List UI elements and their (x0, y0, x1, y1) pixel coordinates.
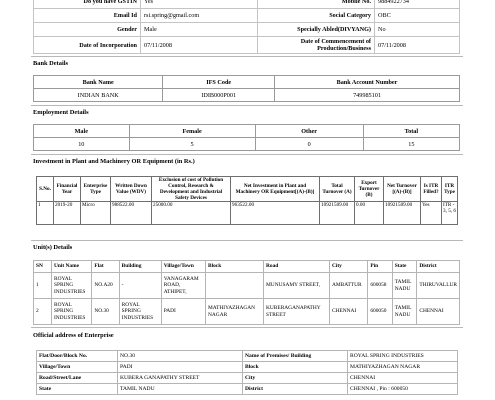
state-value: TAMIL NADU (118, 384, 243, 395)
info-row (34, 23, 460, 37)
gender-label: Gender (34, 23, 141, 37)
column-header: Flat (92, 261, 119, 273)
column-header: District (417, 261, 460, 273)
bank-name: INDIAN BANK (34, 89, 163, 102)
commencement-date-label: Date of Commencement of Production/Business (258, 37, 375, 54)
table-row (37, 362, 458, 373)
table-cell: ROYAL SPRING INDUSTRIES (51, 273, 91, 299)
table-cell: AMBATTUR (329, 273, 367, 299)
column-header: Financial Year (54, 177, 81, 202)
column-header: State (392, 261, 417, 273)
table-cell: NO.30 (92, 299, 119, 325)
flat-value: NO.30 (118, 351, 243, 362)
employment-details-heading: Employment Details (33, 109, 89, 116)
premises-label: Name of Premises/ Building (243, 351, 348, 362)
divyang-value: No (375, 23, 460, 37)
table-cell: NO.A20 (92, 273, 119, 299)
divyang-label: Specially Abled(DIVYANG) (258, 23, 375, 37)
column-header: Other (255, 125, 363, 138)
social-category-value: OBC (375, 9, 460, 23)
column-header: Village/Town (161, 261, 205, 273)
column-header: City (329, 261, 367, 273)
column-header: Male (34, 125, 130, 138)
divider (31, 56, 463, 57)
official-address-heading: Official address of Enterprise (33, 332, 114, 339)
block-value: MATHIYAZHAGAN NAGAR (348, 362, 458, 373)
table-row (34, 273, 460, 299)
table-row (37, 373, 458, 384)
column-header: Bank Account Number (275, 76, 460, 89)
employment-details-table (33, 124, 460, 151)
road-value: KUBERA GANAPATHY STREET (118, 373, 243, 384)
official-address-table (36, 350, 458, 395)
bank-details-heading: Bank Details (33, 60, 68, 67)
unit-details-heading: Unit(s) Details (33, 244, 73, 251)
divider (31, 105, 463, 106)
table-row (34, 89, 460, 102)
divider (31, 240, 463, 241)
table-cell: - (119, 273, 161, 299)
gstin-label: Do you have GSTIN (34, 0, 141, 9)
info-row (34, 0, 460, 9)
city-label: City (243, 373, 348, 384)
column-header: Written Down Value (WDV) (111, 177, 152, 202)
district-value: CHENNAI , Pin : 600050 (348, 384, 458, 395)
column-header: Female (129, 125, 255, 138)
table-cell: CHENNAI (417, 299, 460, 325)
village-label: Village/Town (37, 362, 118, 373)
table-cell: TAMIL NADU (392, 273, 417, 299)
table-cell: 2019-20 (54, 202, 81, 225)
table-cell: VANAGARAM ROAD, ATHIPET, (161, 273, 205, 299)
column-header: ITR Type (442, 177, 458, 202)
column-header: Pin (368, 261, 392, 273)
column-header: Bank Name (34, 76, 163, 89)
column-header: Net Investment in Plant and Machinery OR Equipment[(A)-(B)] (231, 177, 320, 202)
column-header: IFS Code (163, 76, 275, 89)
gstin-value: Yes (141, 0, 258, 9)
table-cell: ROYAL SPRING INDUSTRIES (119, 299, 161, 325)
column-header: Unit Name (51, 261, 91, 273)
road-label: Road/Street/Lane (37, 373, 118, 384)
table-row (37, 351, 458, 362)
enterprise-info-table (33, 0, 460, 54)
mobile-value: 9884922734 (375, 0, 460, 9)
column-header: SN (34, 261, 52, 273)
incorporation-date-value: 07/11/2008 (141, 37, 258, 54)
column-header: Enterprise Type (81, 177, 111, 202)
table-cell: CHENNAI (329, 299, 367, 325)
column-header: Block (206, 261, 264, 273)
table-cell: 963522.00 (231, 202, 320, 225)
table-cell: TAMIL NADU (392, 299, 417, 325)
table-cell: 600050 (368, 299, 392, 325)
social-category-label: Social Category (258, 9, 375, 23)
investment-table (36, 176, 458, 225)
table-cell: 1 (37, 202, 54, 225)
male-count: 10 (34, 138, 130, 151)
incorporation-date-label: Date of Incorporation (34, 37, 141, 54)
flat-label: Flat/Door/Block No. (37, 351, 118, 362)
email-label: Email Id (34, 9, 141, 23)
table-cell: ROYAL SPRING INDUSTRIES (51, 299, 91, 325)
bank-details-table (33, 75, 460, 102)
email-value: rsi.spring@gmail.com (141, 9, 258, 23)
column-header: S.No. (37, 177, 54, 202)
column-header: Exclusion of cost of Pollution Control, Research & Development and Industrial Safety Devices (152, 177, 231, 202)
other-count: 0 (255, 138, 363, 151)
table-row (37, 202, 458, 225)
table-cell: 600058 (368, 273, 392, 299)
column-header: Export Turnover (B) (355, 177, 384, 202)
column-header: Road (264, 261, 330, 273)
table-row (37, 384, 458, 395)
column-header: Is ITR Filled? (421, 177, 442, 202)
info-row (34, 37, 460, 54)
column-header: Total Turnover (A) (320, 177, 355, 202)
table-row (34, 299, 460, 325)
table-cell: 0.00 (355, 202, 384, 225)
female-count: 5 (129, 138, 255, 151)
district-label: District (243, 384, 348, 395)
block-label: Block (243, 362, 348, 373)
investment-heading: Investment in Plant and Machinery OR Equipment (in Rs.) (33, 158, 195, 165)
table-cell: 1 (34, 273, 52, 299)
table-cell: PADI (161, 299, 205, 325)
column-header: Total (363, 125, 459, 138)
divider (31, 327, 463, 328)
table-header-row (34, 261, 460, 273)
mobile-label: Mobile No. (258, 0, 375, 9)
unit-details-table (33, 260, 460, 325)
column-header: Net Turnover [(A)-(B)] (384, 177, 421, 202)
commencement-date-value: 07/11/2008 (375, 37, 460, 54)
table-cell: Yes (421, 202, 442, 225)
divider (31, 154, 463, 155)
table-cell: 2 (34, 299, 52, 325)
table-row (34, 138, 460, 151)
city-value: CHENNAI (348, 373, 458, 384)
gender-value: Male (141, 23, 258, 37)
table-cell: MUNUSAMY STREET, (264, 273, 330, 299)
table-cell: 10921509.00 (384, 202, 421, 225)
ifs-code: IDIB000P001 (163, 89, 275, 102)
village-value: PADI (118, 362, 243, 373)
table-cell: THIRUVALLUR (417, 273, 460, 299)
total-count: 15 (363, 138, 459, 151)
table-cell: 988522.00 (111, 202, 152, 225)
table-cell (206, 273, 264, 299)
account-number: 749985101 (275, 89, 460, 102)
table-cell: ITR - 3, 5, 6 (442, 202, 458, 225)
table-cell: 25000.00 (152, 202, 231, 225)
table-header-row (37, 177, 458, 202)
table-cell: 10921509.00 (320, 202, 355, 225)
table-cell: KUBERAGANAPATHY STREET (264, 299, 330, 325)
premises-value: ROYAL SPRING INDUSTRIES (348, 351, 458, 362)
table-cell: MATHIYAZHAGAN NAGAR (206, 299, 264, 325)
table-header-row (34, 125, 460, 138)
table-cell: Micro (81, 202, 111, 225)
table-header-row (34, 76, 460, 89)
info-row (34, 9, 460, 23)
state-label: State (37, 384, 118, 395)
column-header: Building (119, 261, 161, 273)
